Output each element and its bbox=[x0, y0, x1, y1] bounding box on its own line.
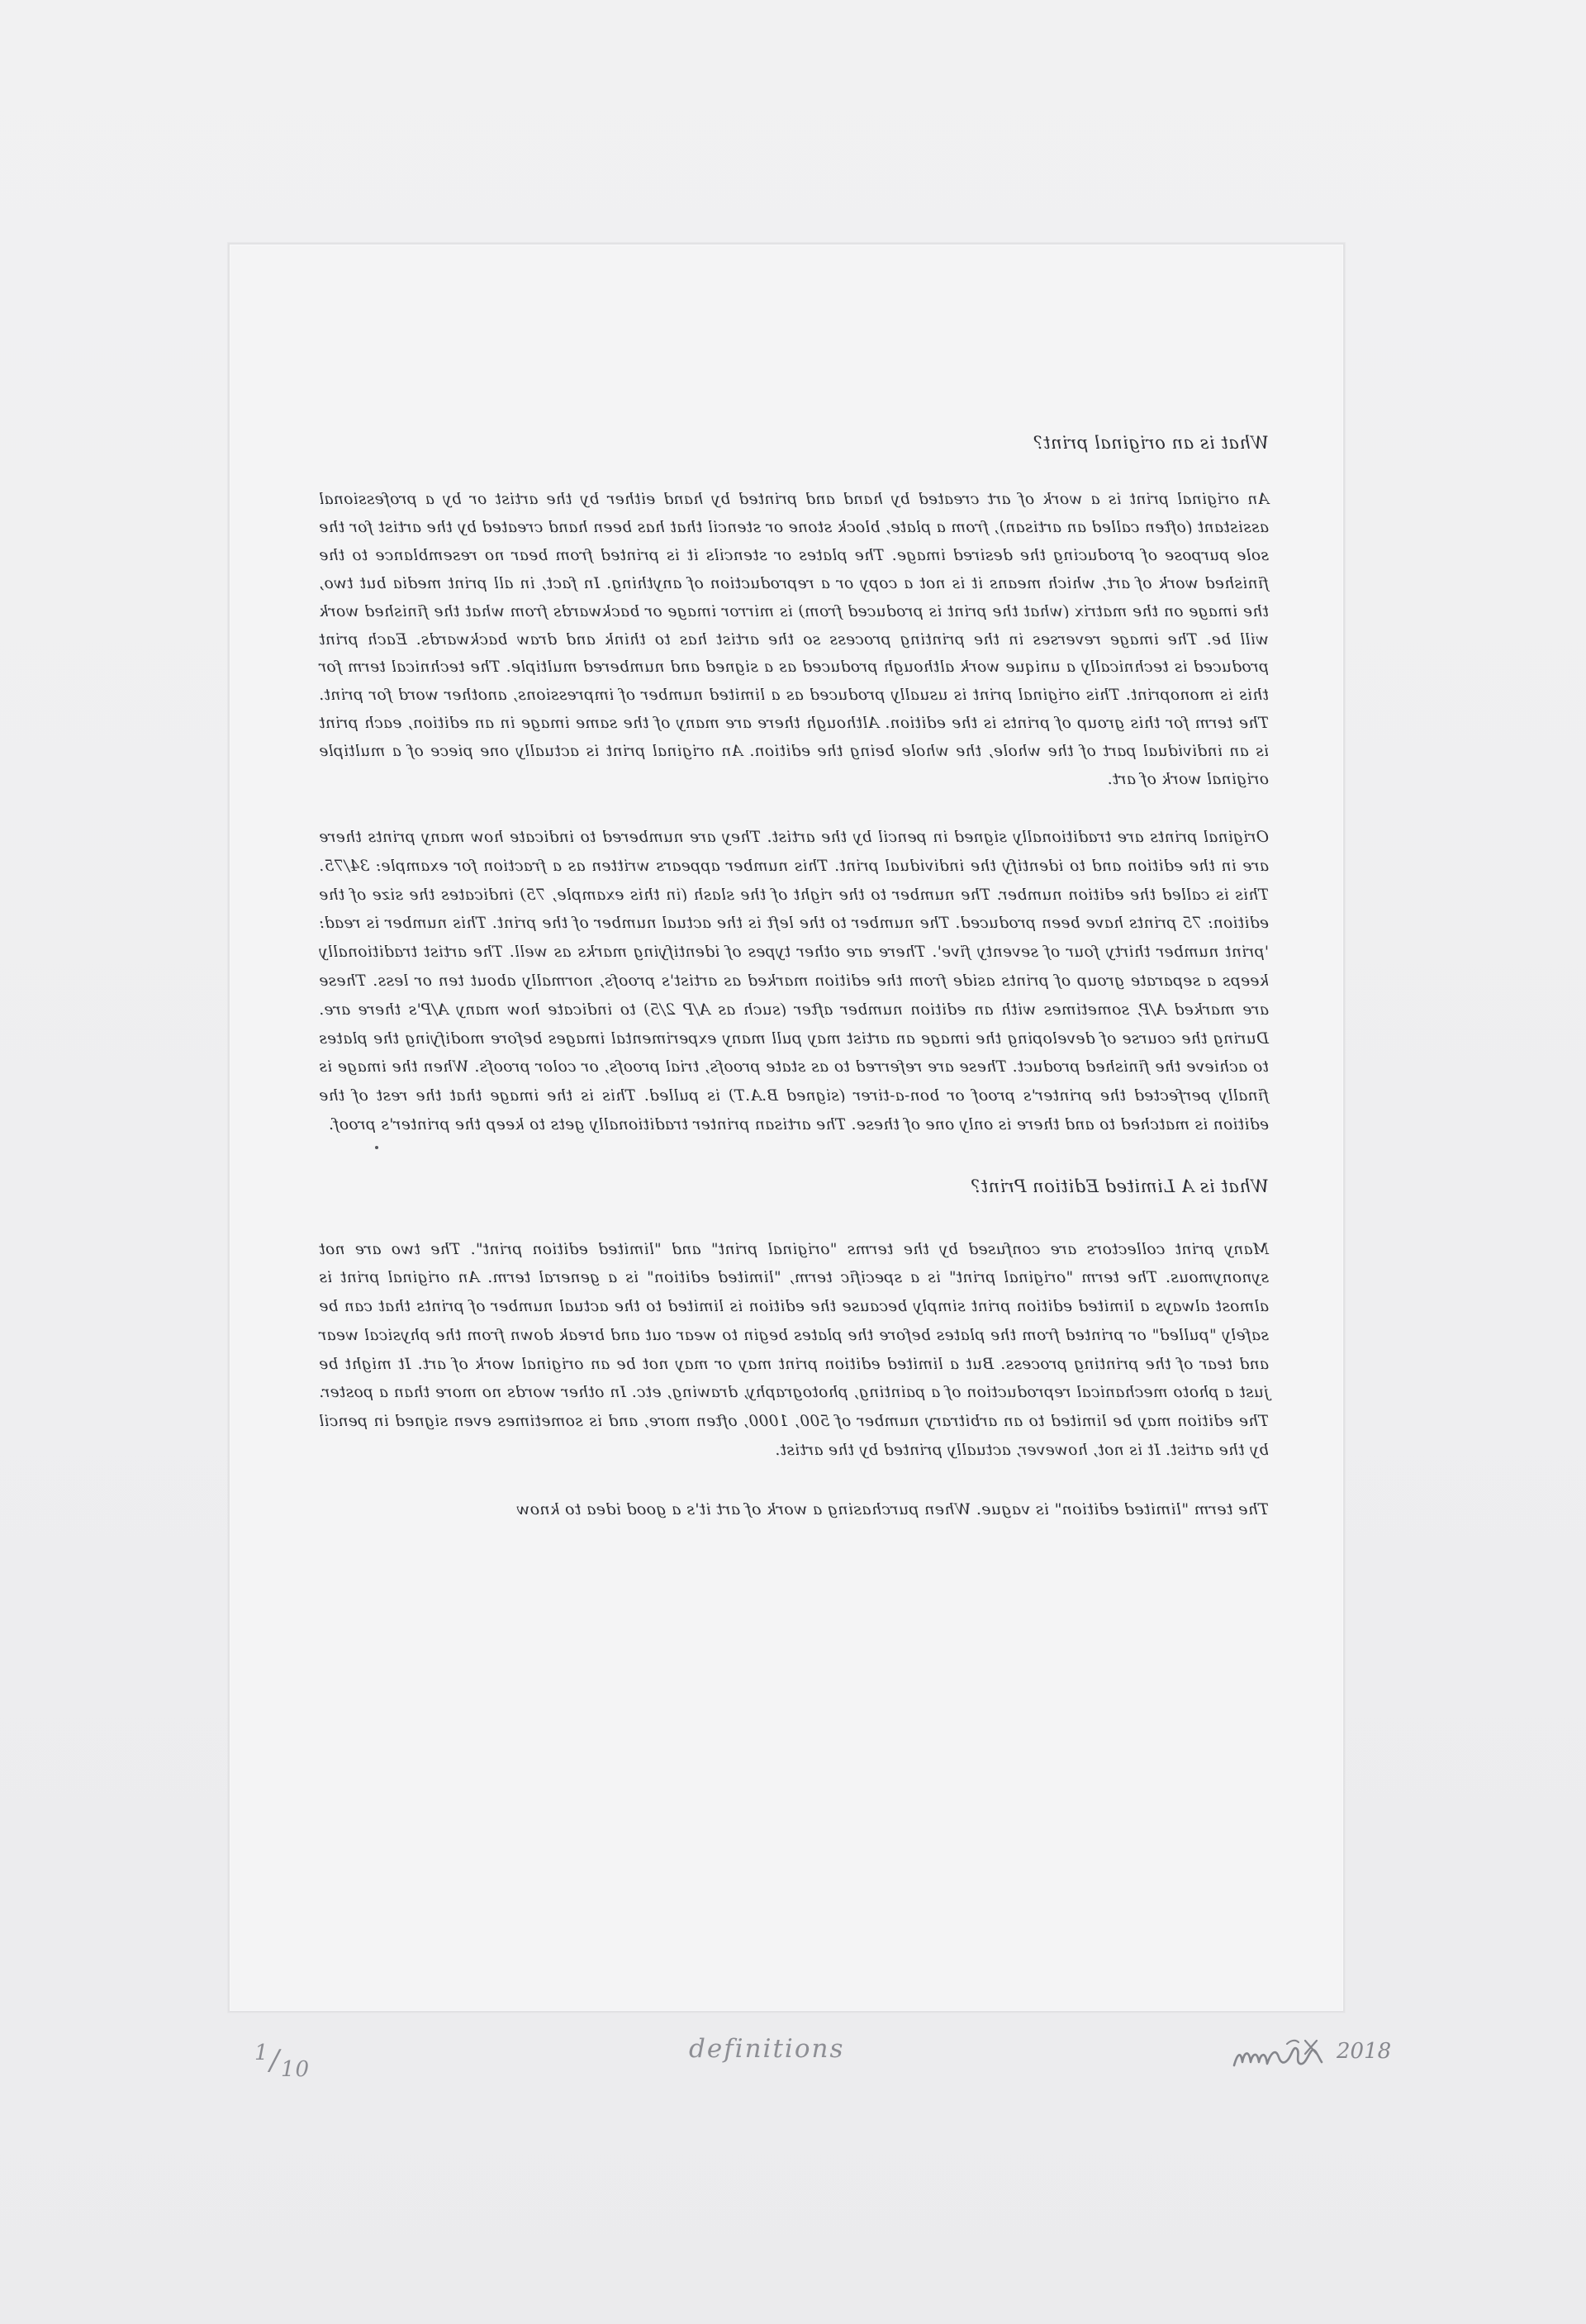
paragraph-limited-edition: Many print collectors are confused by the terms "original print" and "limited edition print". The two are not synonymous. The term "original print" is a specific term, "limited edition" is a general term. An original print is almost always a limited edition print simply because the edition is limited to the actual number of prints that can be safely "pulled" or printed from the plates before the plates begin to wear out and break down from the physical wear and tear of the printing process. But a limited edition print may or may not be an original work of art. It might be just a photo mechanical reproduction of a painting, photography, drawing, etc. In other words no more than a poster. The edition may be limited to an arbitrary number of 500, 1000, often more, and is sometimes even signed in pencil by the artist. It is not, however, actually printed by the artist. bbox=[319, 1240, 1269, 1459]
paragraph-signing-numbering: Original prints are traditionally signed in pencil by the artist. They are numbered to indicate how many prints there are in the edition and to identify the individual print. This number appears written as a fraction for example: 34/75. This is called the edition number. The number to the right of the slash (in this example, 75) indicates the size of the edition: 75 prints have been produced. The number to the left is the actual number of the print. This number is read: 'print number thirty four of seventy five'. There are other types of identifying marks as well. The artist traditionally keeps a separate group of prints aside from the edition marked as artist's proofs, normally about ten or less. These are marked A/P, sometimes with an edition number after (such as A/P 2/5) to indicate how many A/P's there are. During the course of developing the image an artist may pull many experimental images before modifying the plates to achieve the finished product. These are referred to as state proofs, trial proofs, or color proofs. When the image is finally perfected the printer's proof or bon-a-tirer (signed B.A.T) is pulled. This is the image that the rest of the edition is matched to and there is only one of these. The artisan printer traditionally gets to keep the printer's proof. bbox=[319, 828, 1269, 1133]
paragraph-original-print: An original print is a work of art created by hand and printed by hand either by the artist or by a professional assistant (often called an artisan), from a plate, block stone or stencil that has been hand created by the artist for the sole purpose of producing the desired image. The plates or stencils it is printed from bear no resemblance to the finished work of art, which means it is not a copy or a reproduction of anything. In fact, in all print media but two, the image on the matrix (what the print is produced from) is mirror image or backwards from what the finished work will be. The image reverses in the printing process so the artist has to think and draw backwards. Each print produced is technically a unique work although produced as a signed and numbered multiple. The technical term for this is monoprint. This original print is usually produced as a limited number of impressions, another word for print. The term for this group of prints is the edition. Although there are many of the same image in an edition, each print is an individual part of the whole, the whole being the edition. An original print is actually one piece of a multiple original work of art. bbox=[319, 491, 1269, 789]
print-title: definitions bbox=[689, 2034, 845, 2064]
edition-number-top: 1 bbox=[254, 2041, 269, 2065]
heading-limited-edition: What is A Limited Edition Print? bbox=[971, 1176, 1269, 1196]
edition-number-bottom: 10 bbox=[281, 2057, 311, 2082]
heading-original-print: What is an original print? bbox=[1033, 433, 1269, 453]
mirrored-etched-text bbox=[319, 426, 1269, 1524]
edition-number bbox=[254, 2041, 311, 2082]
artist-signature bbox=[1229, 2029, 1419, 2079]
signature-year: 2018 bbox=[1337, 2039, 1392, 2064]
trailing-line: The term "limited edition" is vague. When purchasing a work of art it's a good idea to know bbox=[515, 1500, 1269, 1519]
ink-speck bbox=[375, 1146, 378, 1149]
edition-slash: / bbox=[269, 2044, 281, 2077]
